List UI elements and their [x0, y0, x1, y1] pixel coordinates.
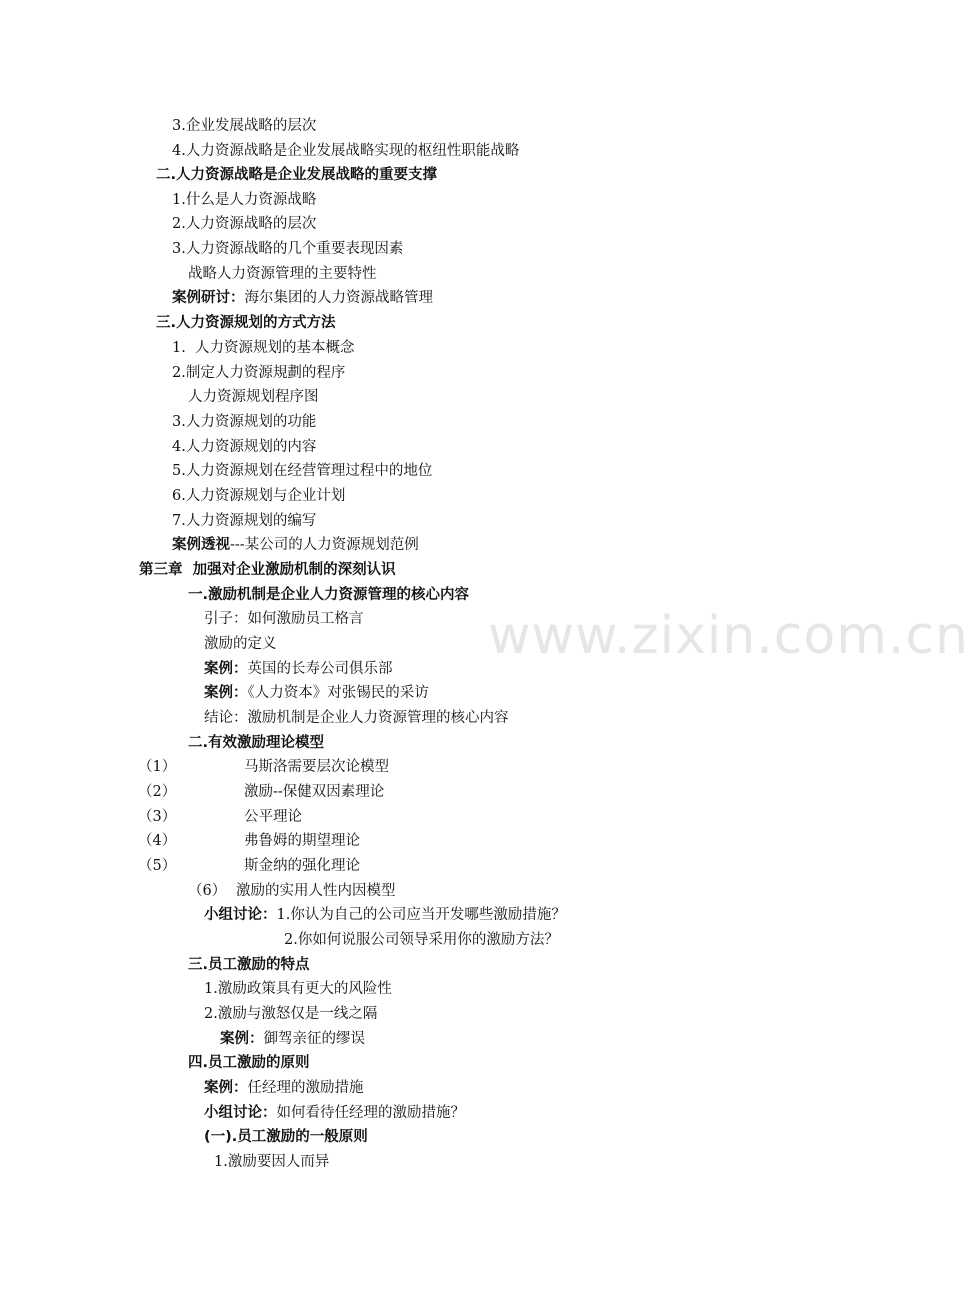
- line-2-planning-procedure: 2.制定人力资源規劃的程序: [172, 365, 346, 381]
- line-3-hr-strategy-factors: 3.人力资源战略的几个重要表现因素: [172, 241, 404, 257]
- line-2-fine-line: 2.激励与激怒仅是一线之隔: [204, 1006, 378, 1022]
- theory-item-3-num: （3）: [138, 809, 177, 825]
- line-5-planning-position: 5.人力资源规划在经营管理过程中的地位: [172, 463, 433, 479]
- case-personal-expedition: 案例：御驾亲征的缪误: [220, 1031, 365, 1047]
- theory-item-6-practical-model: 激励的实用人性内因模型: [236, 883, 396, 899]
- section-heading-1-incentive-core: 一.激励机制是企业人力资源管理的核心内容: [188, 587, 470, 603]
- group-discussion-manager-ren: 小组讨论：如何看待任经理的激励措施？: [204, 1105, 465, 1121]
- line-intro-motto: 引子：如何激励员工格言: [204, 611, 364, 627]
- line-1-higher-risk: 1.激励政策具有更大的风险性: [204, 981, 392, 997]
- group-discussion-q1: 小组讨论：1.你认为自己的公司应当开发哪些激励措施？: [204, 907, 566, 923]
- line-strategic-hrm-features: 战略人力资源管理的主要特性: [188, 266, 377, 282]
- line-1-what-is-hr-strategy: 1.什么是人力资源战略: [172, 192, 317, 208]
- case-study-haier: 案例研讨：海尔集团的人力资源战略管理: [172, 290, 433, 306]
- section-heading-2-hr-strategy: 二.人力资源战略是企业发展战略的重要支撑: [156, 167, 438, 183]
- theory-item-4-expectancy: 弗鲁姆的期望理论: [244, 833, 360, 849]
- watermark: www.zixin.com.cn: [488, 606, 969, 666]
- line-2-hr-strategy-levels: 2.人力资源战略的层次: [172, 216, 317, 232]
- line-6-planning-and-enterprise-plan: 6.人力资源规划与企业计划: [172, 488, 346, 504]
- line-incentive-definition: 激励的定义: [204, 636, 277, 652]
- section-heading-4-principles: 四.员工激励的原则: [188, 1055, 310, 1071]
- case-perspective-planning-example: 案例透视---某公司的人力资源规划范例: [172, 537, 419, 553]
- section-heading-3-hr-planning: 三.人力资源规划的方式方法: [156, 315, 336, 331]
- theory-item-3-equity: 公平理论: [244, 809, 302, 825]
- theory-item-4-num: （4）: [138, 833, 177, 849]
- chapter-3-heading: 第三章 加强对企业激励机制的深刻认识: [139, 562, 396, 578]
- group-discussion-q2: 2.你如何说服公司领导采用你的激励方法？: [284, 932, 559, 948]
- line-3-planning-function: 3.人力资源规划的功能: [172, 414, 317, 430]
- line-1-individualized: 1.激励要因人而异: [214, 1154, 330, 1170]
- line-conclusion: 结论：激励机制是企业人力资源管理的核心内容: [204, 710, 509, 726]
- theory-item-2-two-factor: 激励--保健双因素理论: [244, 784, 385, 800]
- line-4-hr-strategy-pivot: 4.人力资源战略是企业发展战略实现的枢纽性职能战略: [172, 143, 520, 159]
- line-1-planning-concept: 1. 人力资源规划的基本概念: [172, 340, 355, 356]
- line-planning-flowchart: 人力资源规划程序图: [188, 389, 319, 405]
- section-heading-3-features: 三.员工激励的特点: [188, 957, 310, 973]
- section-heading-2-theory-models: 二.有效激励理论模型: [188, 735, 325, 751]
- theory-item-5-num: （5）: [138, 858, 177, 874]
- theory-item-1-num: （1）: [138, 759, 177, 775]
- line-7-planning-writing: 7.人力资源规划的编写: [172, 513, 317, 529]
- theory-item-5-reinforcement: 斯金纳的强化理论: [244, 858, 360, 874]
- theory-item-2-num: （2）: [138, 784, 177, 800]
- line-4-planning-content: 4.人力资源规划的内容: [172, 439, 317, 455]
- theory-item-1-maslow: 马斯洛需要层次论模型: [244, 759, 389, 775]
- case-manager-ren: 案例：任经理的激励措施: [204, 1080, 364, 1096]
- line-3-enterprise-strategy-levels: 3.企业发展战略的层次: [172, 118, 317, 134]
- theory-item-6-num: （6）: [188, 883, 227, 899]
- case-longevity-club: 案例：英国的长寿公司俱乐部: [204, 661, 393, 677]
- case-human-capital-interview: 案例：《人力资本》对张锡民的采访: [204, 685, 429, 701]
- subsection-general-principles: (一).员工激励的一般原则: [204, 1129, 368, 1145]
